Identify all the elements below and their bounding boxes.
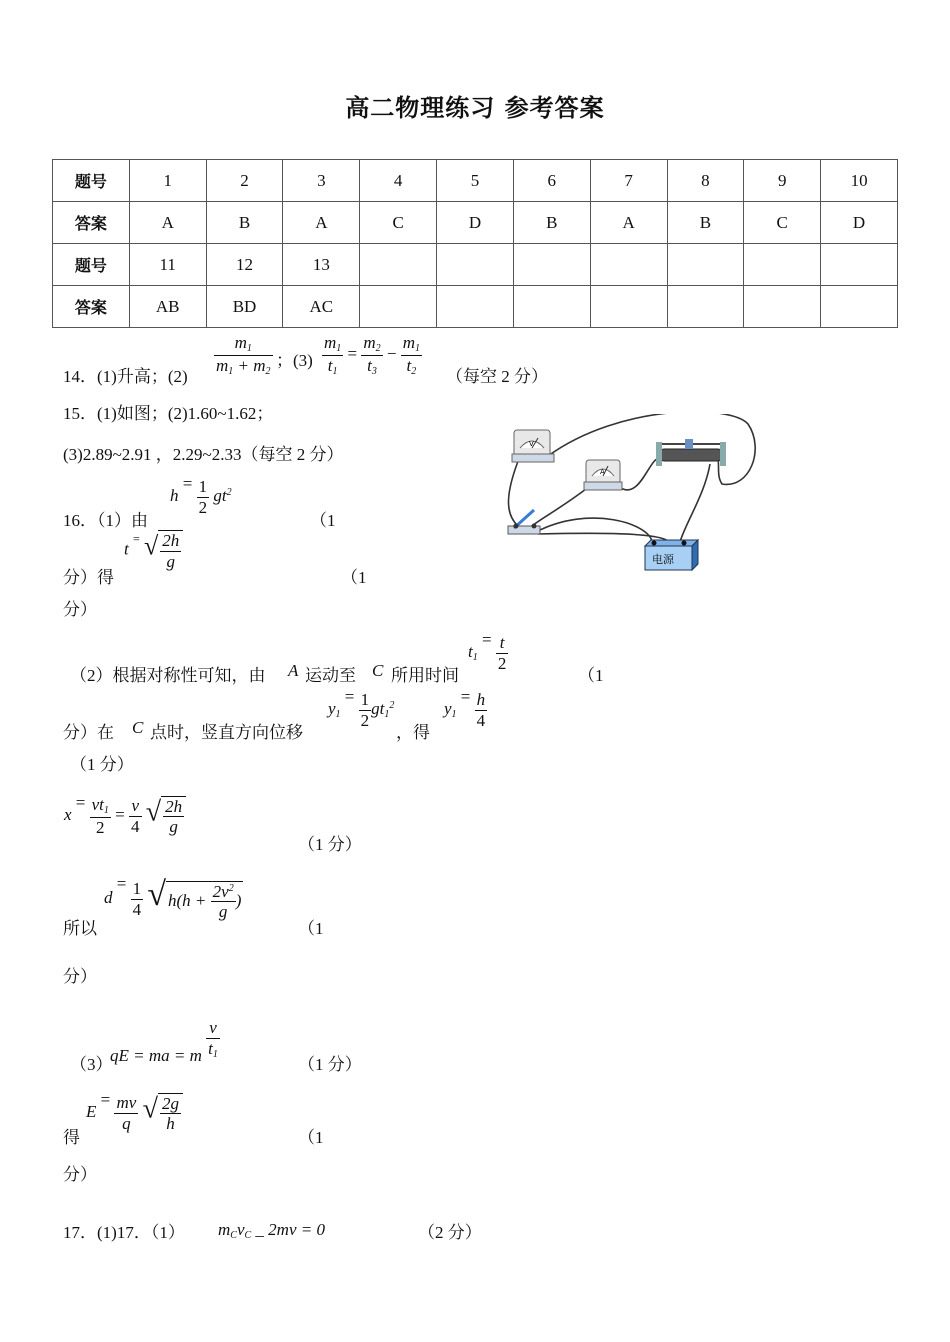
q16-line4-prefix: （2）根据对称性可知，由	[70, 666, 266, 685]
table-cell: D	[821, 202, 898, 244]
answer-table	[52, 159, 898, 328]
table-cell	[590, 286, 667, 328]
q16-line5-mid2: ，得	[396, 723, 430, 742]
q16-line11-score: （1	[298, 1128, 324, 1147]
table-cell: 1	[129, 160, 206, 202]
table-cell: B	[206, 202, 283, 244]
table-cell: 10	[821, 160, 898, 202]
q16-line11-prefix: 得	[63, 1128, 80, 1147]
circuit-wire	[536, 518, 652, 542]
table-row	[53, 286, 898, 328]
circuit-wire	[680, 464, 710, 542]
table-cell: D	[437, 202, 514, 244]
table-cell: 题号	[53, 160, 130, 202]
q16-line9: 分）	[63, 967, 97, 986]
q16-formula-t1: $t_1$ = $\frac{t}{2}$	[468, 630, 507, 673]
circuit-wire	[532, 486, 590, 526]
table-cell	[821, 286, 898, 328]
table-cell	[513, 244, 590, 286]
q16-line5-prefix: 分）在	[63, 723, 114, 742]
power-supply-icon	[645, 540, 698, 570]
q16-line10-prefix: （3）	[70, 1055, 113, 1074]
voltmeter-icon	[512, 430, 554, 462]
table-row	[53, 160, 898, 202]
q16-line5-mid: 点时，竖直方向位移	[150, 723, 303, 742]
table-cell: A	[283, 202, 360, 244]
q16-formula-x: x = $\frac{vt_1}{2}$ = $\frac{v}{4}$ √ $\frac{2h}{g}$	[64, 793, 186, 837]
table-cell: B	[513, 202, 590, 244]
table-cell	[437, 286, 514, 328]
q16-formula-t: t = √ $\frac{2h}{g}$	[124, 530, 183, 571]
table-cell: 答案	[53, 202, 130, 244]
table-cell: A	[129, 202, 206, 244]
q16-point-a: A	[288, 661, 299, 680]
q14-formula-3: $\frac{m_1}{t_1}$ = $\frac{m_2}{t_3}$ − $\frac{m_1}{t_2}$	[324, 333, 421, 377]
circuit-wire	[508, 456, 520, 526]
table-cell: C	[360, 202, 437, 244]
q16-line3: 分）	[63, 600, 97, 619]
q16-line8-score: （1	[298, 919, 324, 938]
table-row	[53, 244, 898, 286]
q16-line1-prefix: 16．（1）由	[63, 511, 148, 530]
table-cell: 7	[590, 160, 667, 202]
table-cell: 3	[283, 160, 360, 202]
q16-formula-d: d = $\frac{1}{4}$ √ h(h + $\frac{2v^2}{g}$ )	[104, 874, 242, 922]
q17-formula: $m_Cv_C$ _ 2mv = 0	[218, 1220, 325, 1241]
switch-icon	[508, 510, 540, 534]
q16-formula-y1-result: $y_1$ = $\frac{h}{4}$	[444, 687, 486, 730]
q16-line8-prefix: 所以	[63, 919, 97, 938]
page-title: 高二物理练习 参考答案	[345, 94, 605, 122]
table-cell	[667, 286, 744, 328]
table-cell: 13	[283, 244, 360, 286]
q16-formula-y1: $y_1$ = $\frac{1}{2}$ $gt_1^2$	[328, 687, 395, 730]
q16-formula-qe: qE = ma = m $\frac{v}{t_1}$	[110, 1018, 218, 1065]
ammeter-label: A	[600, 468, 605, 476]
q16-line4-mid1: 运动至	[305, 666, 356, 685]
q16-line10-score: （1 分）	[298, 1055, 362, 1074]
table-cell: B	[667, 202, 744, 244]
power-supply-label: 电源	[652, 553, 674, 566]
q16-line12: 分）	[63, 1165, 97, 1184]
q15-line1: 15．(1)如图；(2)1.60~1.62；	[63, 404, 274, 423]
table-cell	[360, 286, 437, 328]
rheostat-icon	[656, 439, 726, 466]
q14-score: （每空 2 分）	[446, 367, 548, 386]
table-cell	[360, 244, 437, 286]
table-cell	[590, 244, 667, 286]
q14-sep: ；(3)	[276, 351, 313, 370]
table-cell: 9	[744, 160, 821, 202]
table-cell: 11	[129, 244, 206, 286]
q16-line4-score: （1	[578, 666, 604, 685]
table-cell: 5	[437, 160, 514, 202]
circuit-wire	[618, 459, 660, 490]
table-cell	[667, 244, 744, 286]
q16-point-c: C	[132, 718, 144, 737]
table-cell: AB	[129, 286, 206, 328]
q16-line2-score: （1	[341, 568, 367, 587]
table-cell: 4	[360, 160, 437, 202]
table-cell: AC	[283, 286, 360, 328]
q16-formula-e: E = $\frac{mv}{q}$ √ $\frac{2g}{h}$	[86, 1090, 183, 1134]
q16-line7-score: （1 分）	[298, 835, 362, 854]
table-cell: C	[744, 202, 821, 244]
q16-line4-mid2: 所用时间	[391, 666, 459, 685]
table-cell	[744, 244, 821, 286]
q17-prefix: 17．(1)17．（1）	[63, 1223, 185, 1242]
table-cell	[821, 244, 898, 286]
q16-point-c: C	[372, 661, 384, 680]
q15-line2: (3)2.89~2.91 ，2.29~2.33（每空 2 分）	[63, 445, 344, 464]
table-cell: BD	[206, 286, 283, 328]
table-cell: 8	[667, 160, 744, 202]
q16-line1-score: （1	[310, 511, 336, 530]
q14-formula-2: $\frac{m_1}{m_1 + m_2}$	[216, 333, 271, 377]
table-cell: 答案	[53, 286, 130, 328]
table-cell	[744, 286, 821, 328]
q16-formula-h: h = $\frac{1}{2}$ $gt^2$	[170, 474, 232, 517]
q16-line2-prefix: 分）得	[63, 568, 114, 587]
ammeter-icon	[584, 460, 622, 490]
table-cell: 12	[206, 244, 283, 286]
table-cell: 2	[206, 160, 283, 202]
table-cell	[437, 244, 514, 286]
q14-prefix: 14．(1)升高；(2)	[63, 367, 188, 386]
circuit-diagram	[500, 414, 765, 579]
q16-line6: （1 分）	[70, 755, 134, 774]
table-cell: 题号	[53, 244, 130, 286]
table-cell	[513, 286, 590, 328]
table-row	[53, 202, 898, 244]
voltmeter-label: V	[529, 440, 534, 448]
table-cell: A	[590, 202, 667, 244]
table-cell: 6	[513, 160, 590, 202]
q17-score: （2 分）	[418, 1223, 482, 1242]
